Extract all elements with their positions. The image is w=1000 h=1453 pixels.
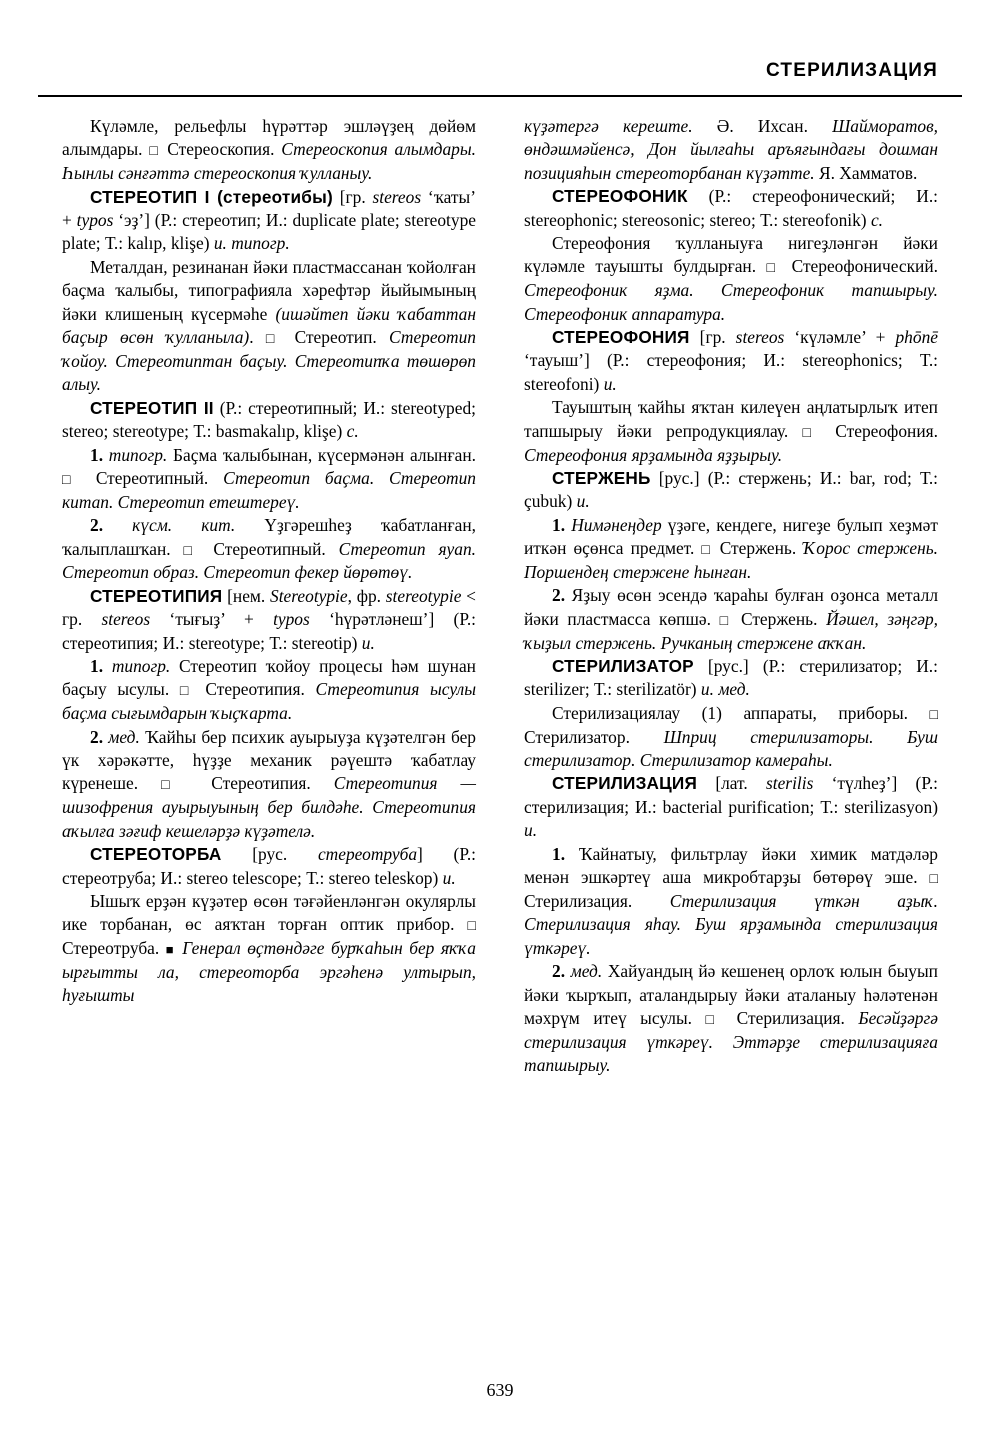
dictionary-entry-paragraph: Стереофония ҡулланыуға нигеҙләнгән йәки күләмле тауышты булдырған. □ Стереофонический. Стереофоник яҙма. Стереофоник тапшырыу. Стереофоник аппаратура. <box>524 232 938 326</box>
dictionary-entry-paragraph: күҙәтергә кереште. Ә. Ихсан. Шайморатов, өндәшмәйенсә, Дон йылғаһы аръяғындағы дошман позицияһын стереоторбанан күҙәтте. Я. Хамматов. <box>524 116 938 183</box>
running-head: СТЕРИЛИЗАЦИЯ <box>765 60 938 81</box>
dictionary-entry-paragraph: 1. типогр. Стереотип ҡойоу процесы һәм шунан баҫыу ысулы. □ Стереотипия. Стереотипия ысулы баҫма сығымдарын ҡыҫҡарта. <box>62 655 476 726</box>
dictionary-entry-paragraph: Ышыҡ ерҙән күҙәтер өсөн тәғәйенләнгән окулярлы ике торбанан, өс аяҡтан торған оптик прибор. □ Стереотруба. ■ Генерал өҫтөндәге бурҡаһын бер яҡҡа ырғытты ла, стереоторба эргәһенә ултырып, һуғышты <box>62 890 476 1007</box>
dictionary-entry-paragraph: СТЕРИЛИЗАТОР [рус.] (Р.: стерилизатор; И.: sterilizer; Т.: sterilizatör) u. мед. <box>524 656 938 700</box>
dictionary-entry-paragraph: 1. типогр. Баҫма ҡалыбынан, күсермәнән алынған. □ Стереотипный. Стереотип баҫма. Стереотип китап. Стереотип етештереү. <box>62 444 476 515</box>
dictionary-entry-paragraph: Металдан, резинанан йәки пластмассанан ҡойолған баҫма ҡалыбы, типографияла хәрефтәр йыйымының йәки клишеның күсермәһе (ишәйтеп йәки ҡабаттан баҫыр өсөн ҡулланыла). □ Стереотип. Стереотип ҡойоу. Стереотиптан баҫыу. Стереотипҡа төшөрөп алыу. <box>62 256 476 397</box>
two-column-body <box>62 115 938 1078</box>
dictionary-entry-paragraph: 2. мед. Ҡайһы бер психик ауырыуҙа күҙәтелгән бер үк хәрәкәтте, һүҙҙе механик рәүештә ҡабатлау күренеше. □ Стереотипия. Стереотипия — шизофрения ауырыуының бер билдәһе. Стереотипия аҡылға зәғиф кешеләрҙә күҙәтелә. <box>62 726 476 843</box>
dictionary-entry-paragraph: Стерилизациялау (1) аппараты, приборы. □ Стерилизатор. Шприц стерилизаторы. Буш стерилизатор. Стерилизатор камераһы. <box>524 702 938 773</box>
dictionary-entry-paragraph: СТЕРЕОФОНИК (Р.: стереофонический; И.: stereophonic; stereosonic; stereo; Т.: stereofonik) с. <box>524 186 938 230</box>
dictionary-entry-paragraph: СТЕРЕОТИП II (Р.: стереотипный; И.: stereotyped; stereo; stereotype; Т.: basmakalıp, klişe) c. <box>62 397 476 442</box>
dictionary-entry-paragraph: 2. күсм. кит. Үҙгәрешһеҙ ҡабатланған, ҡалыплашҡан. □ Стереотипный. Стереотип яуап. Стереотип образ. Стереотип фекер йөрөтөү. <box>62 514 476 585</box>
left-column <box>62 115 476 1078</box>
dictionary-entry-paragraph: СТЕРЕОТИП I (стереотибы) [гр. stereos ‘ҡаты’ + typos ‘эҙ’] (Р.: стереотип; И.: duplicate plate; stereotype plate; Т.: kalıp, klişe) u. типогр. <box>62 186 477 254</box>
dictionary-entry-paragraph: Күләмле, рельефлы һүрәттәр эшләүҙең дөйөм алымдары. □ Стереоскопия. Стереоскопия алымдары. Һынлы сәнғәттә стереоскопия ҡулланыу. <box>62 115 476 186</box>
dictionary-entry-paragraph: Тауыштың ҡайһы яҡтан килеүен аңлатырлыҡ итеп тапшырыу йәки репродукциялау. □ Стереофония. Стереофония ярҙамында яҙҙырыу. <box>524 396 938 467</box>
dictionary-entry-paragraph: СТЕРЖЕНЬ [рус.] (Р.: стержень; И.: bar, rod; Т.: çubuk) u. <box>524 467 938 512</box>
dictionary-entry-paragraph: СТЕРЕОТИПИЯ [нем. Stereotypie, фр. stereotypie < гр. stereos ‘тығыҙ’ + typos ‘һүрәтләнеш’] (Р.: стереотипия; И.: stereotype; Т.: stereotip) u. <box>62 585 476 653</box>
header-rule <box>38 95 962 97</box>
dictionary-entry-paragraph: 1. Ҡайнатыу, фильтрлау йәки химик матдәләр менән эшкәртеү аша микробтарҙы бөтөрөү эше. □ Стерилизация. Стерилизация үткән аҙыҡ. Стерилизация яһау. Буш ярҙамында стерилизация үткәреү. <box>524 843 938 960</box>
dictionary-entry-paragraph: 2. Яҙыу өсөн эсендә ҡараһы булған оҙонса металл йәки пластмасса көпшә. □ Стержень. Йәшел, зәңгәр, ҡыҙыл стержень. Ручканың стержене аҡҡан. <box>524 584 938 655</box>
dictionary-entry-paragraph: 1. Нимәнеңдер үҙәге, кендеге, нигеҙе булып хеҙмәт иткән өҫөнса предмет. □ Стержень. Ҡорос стержень. Поршендең стержене һынған. <box>524 514 938 585</box>
dictionary-entry-paragraph: СТЕРЕОФОНИЯ [гр. stereos ‘күләмле’ + phōnē ‘тауыш’] (Р.: стереофония; И.: stereophonics; Т.: stereofoni) u. <box>524 327 938 394</box>
dictionary-entry-paragraph: 2. мед. Хайуандың йә кешенең орлоҡ юлын быуып йәки ҡырҡып, аталандырыу йәки аталаныу һәләтенән мәхрүм итеү ысулы. □ Стерилизация. Бесәйҙәргә стерилизация үткәреү. Эттәрҙе стерилизацияға тапшырыу. <box>524 960 938 1077</box>
dictionary-entry-paragraph: СТЕРИЛИЗАЦИЯ [лат. sterilis ‘түлһеҙ’] (Р.: стерилизация; И.: bacterial purification; Т.: sterilizasyon) u. <box>524 773 939 841</box>
dictionary-entry-paragraph: СТЕРЕОТОРБА [рус. стереотруба] (Р.: стереотруба; И.: stereo telescope; Т.: stereo teleskop) u. <box>62 844 477 888</box>
page-number: 639 <box>486 1380 514 1400</box>
right-column <box>524 115 938 1078</box>
